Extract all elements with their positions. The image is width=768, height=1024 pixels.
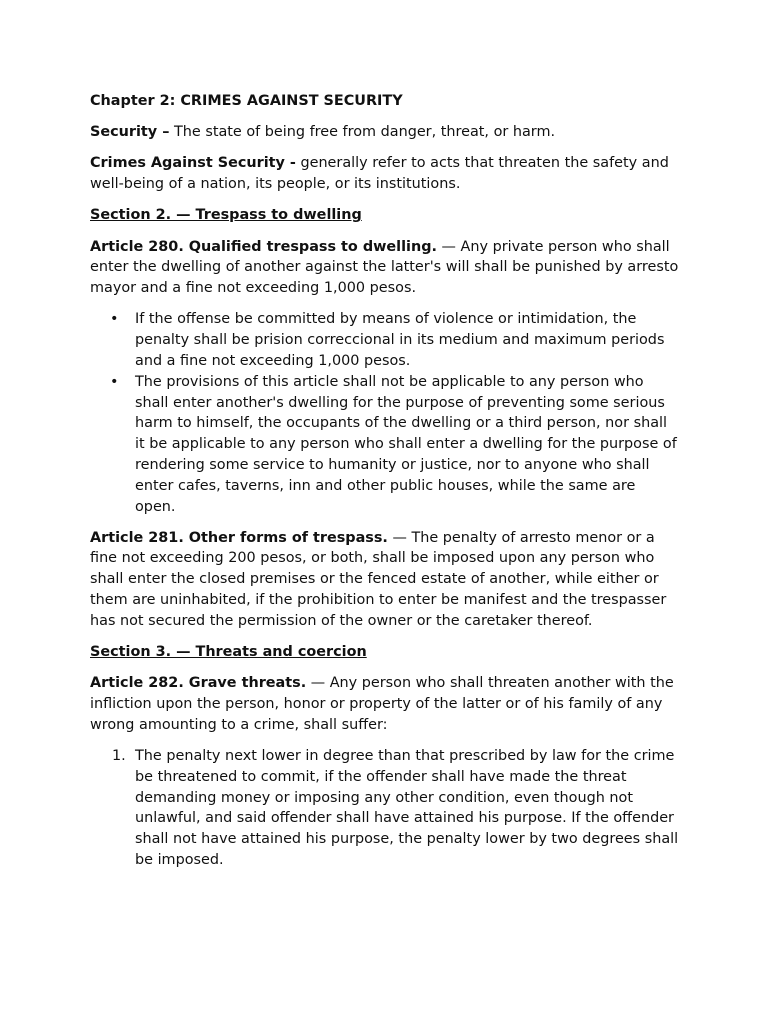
bullet-icon: • — [110, 311, 119, 328]
list-item — [90, 372, 680, 518]
definition-term: Security – — [90, 124, 170, 141]
bullet-icon: • — [110, 373, 119, 390]
article-title: Article 280. Qualified trespass to dwelling. — [90, 238, 437, 255]
article-title: Article 282. Grave threats. — [90, 675, 307, 692]
article-281 — [90, 528, 680, 632]
chapter-title: Chapter 2: CRIMES AGAINST SECURITY — [90, 93, 403, 109]
definition-security — [90, 122, 680, 143]
list-item-text: The penalty next lower in degree than that prescribed by law for the crime be threatened to commit, if the offender shall have made the threat demanding money or imposing any other condition, even though not unlawful, and said offender shall have attained his purpose. If the offender shall not have attained his purpose, the penalty lower by two degrees shall be imposed. — [135, 748, 679, 869]
section-3-heading — [90, 642, 680, 663]
list-item-text: The provisions of this article shall not be applicable to any person who shall enter another's dwelling for the purpose of preventing some serious harm to himself, the occupants of the dwelling or a third person, nor shall it be applicable to any person who shall enter a dwelling for the purpose of rendering some service to humanity or justice, nor to anyone who shall enter cafes, taverns, inn and other public houses, while the same are open. — [135, 373, 677, 515]
definition-text: The state of being free from danger, threat, or harm. — [169, 124, 556, 141]
list-item-text: If the offense be committed by means of violence or intimidation, the penalty shall be prision correccional in its medium and maximum periods and a fine not exceeding 1,000 pesos. — [135, 311, 665, 369]
list-item-number: 1. — [112, 748, 126, 765]
article-title: Article 281. Other forms of trespass. — [90, 529, 388, 546]
list-item — [90, 309, 680, 371]
article-280 — [90, 237, 680, 299]
section-heading-text: Section 3. — Threats and coercion — [90, 644, 367, 661]
definition-crimes-against-security — [90, 153, 680, 195]
article-282 — [90, 673, 680, 735]
section-heading-text: Section 2. — Trespass to dwelling — [90, 207, 362, 224]
section-2-heading — [90, 205, 680, 226]
list-item — [90, 746, 680, 871]
article-282-numbered-list — [90, 746, 680, 871]
definition-text: generally refer to acts that threaten the safety and well-being of a nation, its people, or its institutions. — [90, 155, 669, 193]
article-text: — Any private person who shall enter the dwelling of another against the latter's will shall be punished by arresto mayor and a fine not exceeding 1,000 pesos. — [90, 238, 679, 297]
definition-term: Crimes Against Security - — [90, 155, 296, 172]
article-280-bullet-list — [90, 309, 680, 517]
article-text: — The penalty of arresto menor or a fine not exceeding 200 pesos, or both, shall be imposed upon any person who shall enter the closed premises or the fenced estate of another, while either or them are uninhabited, if the prohibition to enter be manifest and the trespasser has not secured the permission of the owner or the caretaker thereof. — [90, 529, 667, 629]
document-page — [90, 91, 680, 871]
article-text: — Any person who shall threaten another with the infliction upon the person, honor or property of the latter or of his family of any wrong amounting to a crime, shall suffer: — [90, 675, 674, 733]
